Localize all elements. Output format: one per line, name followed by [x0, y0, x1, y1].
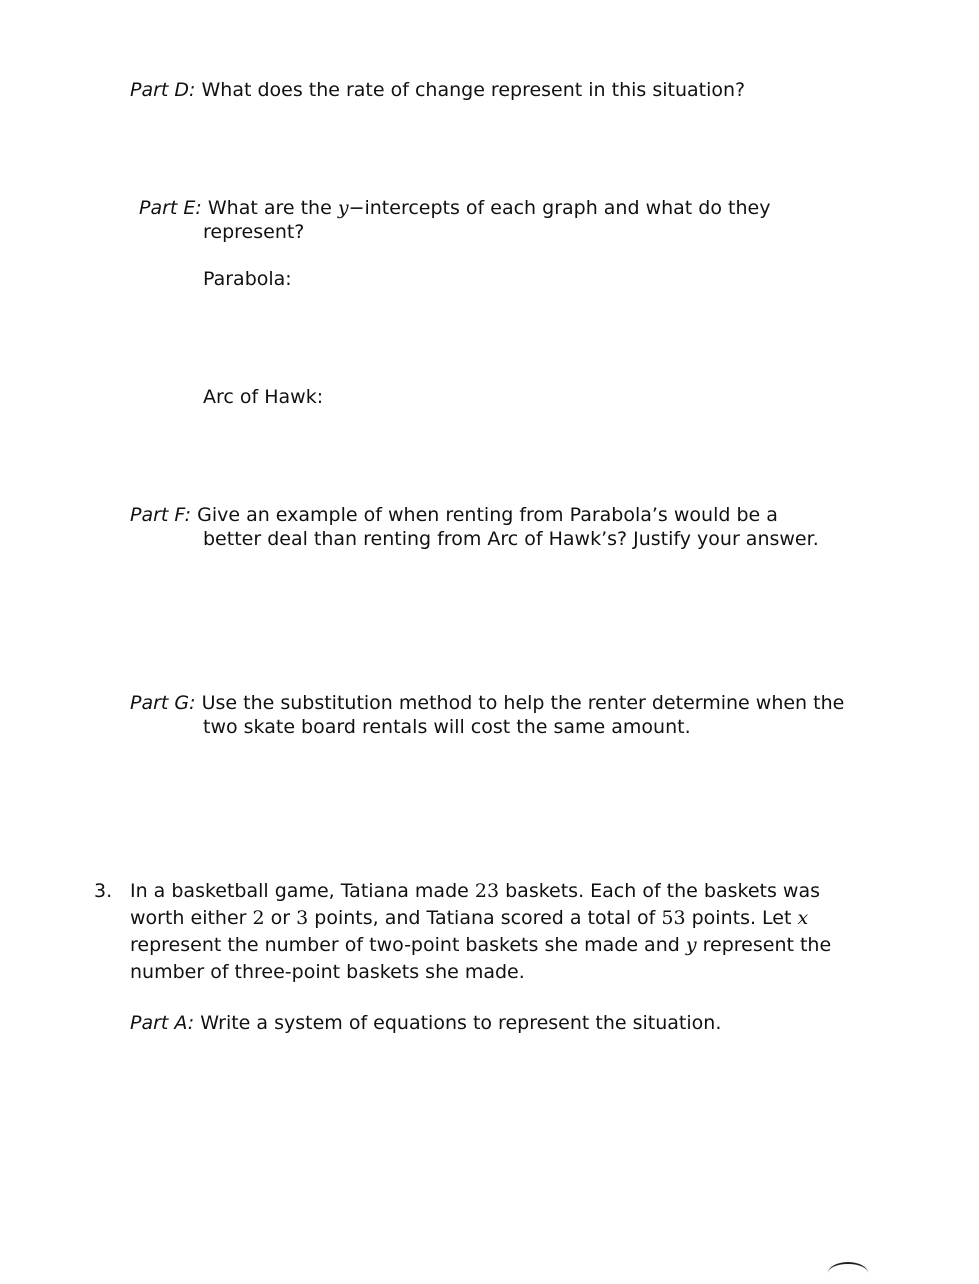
problem-3-number: 3.: [94, 880, 113, 902]
part-e-text-before: What are the: [207, 197, 332, 219]
part-f-text-line1: Give an example of when renting from Parabola’s would be a: [197, 504, 778, 526]
part-f-question: [130, 503, 778, 527]
problem-3-text: points. Let: [691, 907, 792, 929]
problem-3-text: represent the number of two-point baskets she made and: [130, 934, 680, 956]
problem-3-line2: [130, 906, 808, 930]
problem-3-text: worth either: [130, 907, 247, 929]
part-g-question: [130, 691, 844, 715]
total-points-value: 53: [661, 907, 686, 929]
problem-3-text: or: [270, 907, 291, 929]
problem-3-text: points, and Tatiana scored a total of: [314, 907, 656, 929]
problem-3-part-a-text: Write a system of equations to represent the situation.: [200, 1012, 722, 1034]
three-points-value: 3: [296, 907, 309, 929]
part-d-label: Part D:: [130, 79, 196, 101]
problem-3-part-a: [130, 1011, 721, 1035]
part-e-variable: y: [337, 197, 349, 219]
basket-count: 23: [474, 880, 500, 902]
variable-x: x: [797, 907, 809, 929]
problem-3-part-a-label: Part A:: [130, 1012, 195, 1034]
part-d-text: What does the rate of change represent in this situation?: [201, 79, 746, 101]
part-e-label: Part E:: [139, 197, 202, 219]
parabola-label: Parabola:: [203, 268, 292, 290]
problem-3-text: represent the: [702, 934, 832, 956]
part-d-question: [130, 78, 745, 102]
page-corner-arc: [828, 1262, 868, 1284]
part-g-text-line2: two skate board rentals will cost the same amount.: [203, 716, 691, 738]
part-e-question: [139, 196, 770, 220]
part-f-label: Part F:: [130, 504, 192, 526]
two-points-value: 2: [252, 907, 265, 929]
part-e-text-after: −intercepts of each graph and what do they: [348, 197, 771, 219]
variable-y: y: [685, 934, 697, 956]
problem-3-line4: number of three-point baskets she made.: [130, 961, 525, 983]
part-e-question-line2: represent?: [203, 221, 305, 243]
part-g-text-line1: Use the substitution method to help the renter determine when the: [201, 692, 845, 714]
part-g-label: Part G:: [130, 692, 196, 714]
problem-3-line1: [130, 879, 820, 903]
part-f-text-line2: better deal than renting from Arc of Hawk’s? Justify your answer.: [203, 528, 819, 550]
problem-3-text: baskets. Each of the baskets was: [505, 880, 820, 902]
arc-of-hawk-label: Arc of Hawk:: [203, 386, 324, 408]
problem-3-text: In a basketball game, Tatiana made: [130, 880, 469, 902]
problem-3-line3: [130, 933, 831, 957]
